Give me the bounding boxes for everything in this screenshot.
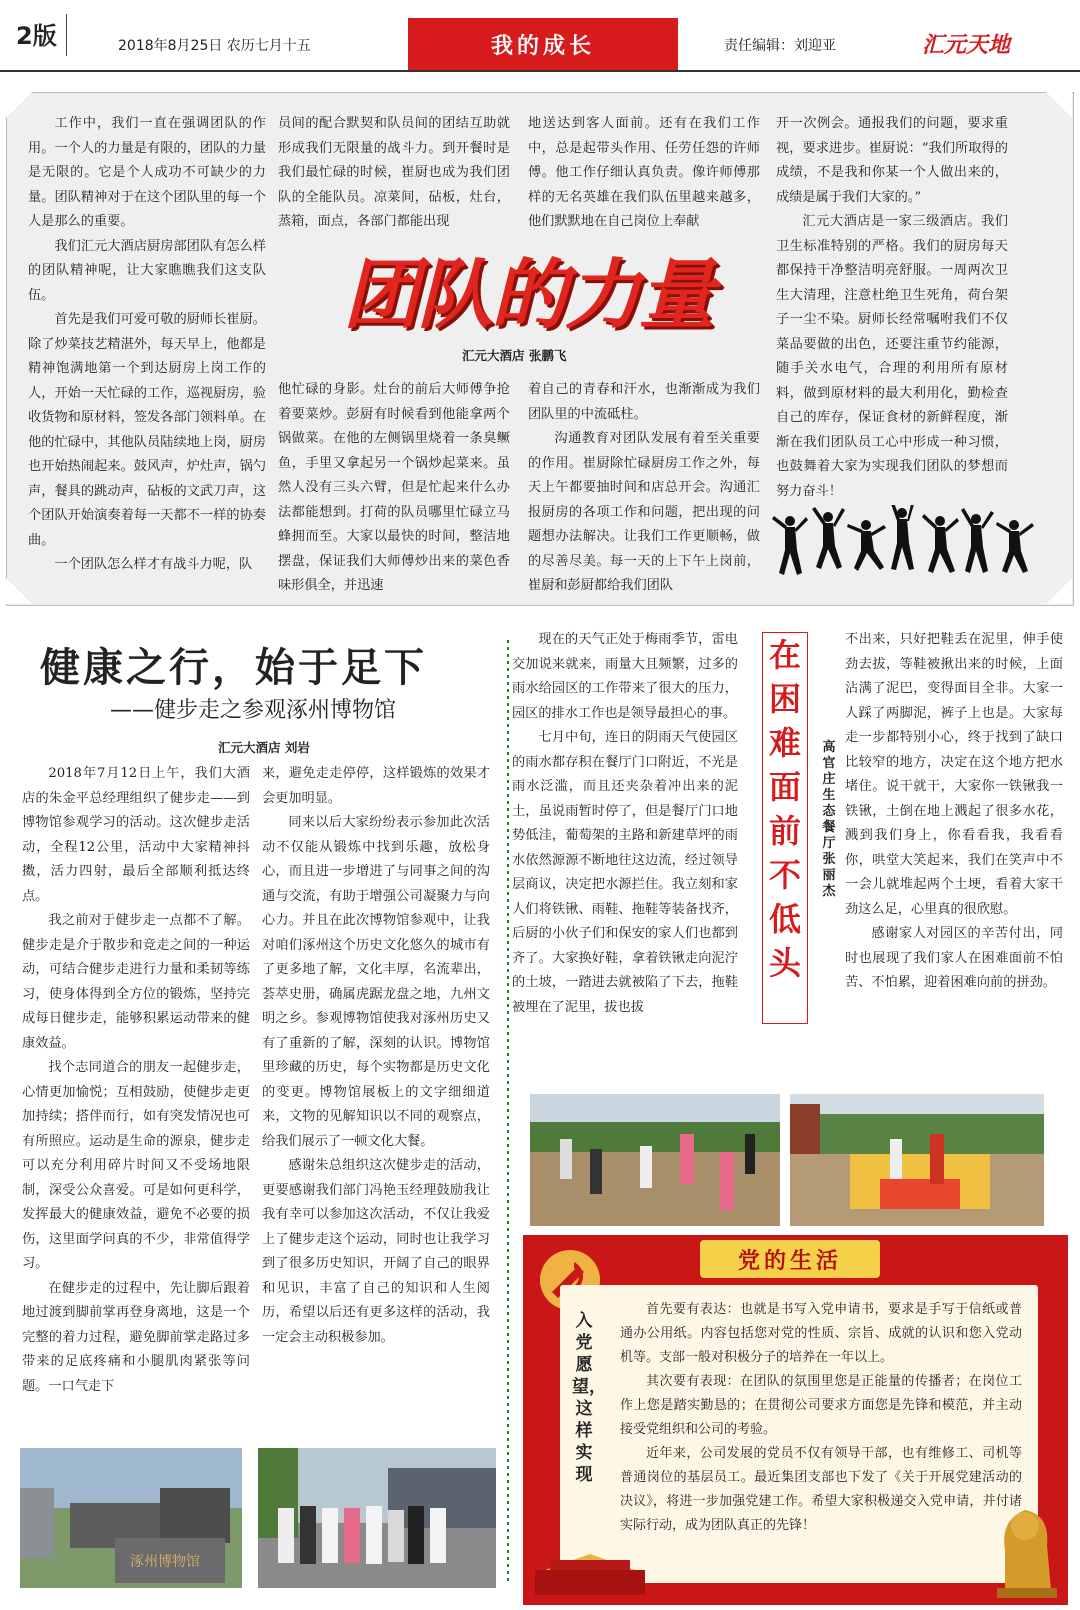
article-flood-col1 — [512, 628, 738, 1020]
paragraph: 找个志同道合的朋友一起健步走，心情更加愉悦；互相鼓励，使健步走更加持续；搭伴而行，如有突发情况也可有所照应。运动是生命的源泉，健步走可以充分利用碎片时间又不受场地限制，深受公众喜爱。可是如何更科学，发挥最大的健康效益，避免不必要的损伤，这里面学问真的不少，非常值得学习。 — [22, 1060, 250, 1271]
paragraph: 来，避免走走停停，这样锻炼的效果才会更加明显。 — [262, 766, 490, 806]
paragraph: 首先是我们可爱可敬的厨师长崔厨。除了炒菜技艺精湛外，每天早上，他都是精神饱满地第一个到达厨房上岗工作的人，开始一天忙碌的工作，巡视厨房，验收货物和原材料，签发各部门领料单。在他的忙碌中，其他队员陆续地上岗，厨房也开始热闹起来。鼓风声，炉灶声，锅勺声，餐具的跳动声，砧板的文武刀声，这个团队开始演奏着每一天都不一样的协奏曲。 — [28, 312, 266, 548]
article-team-col2-bottom — [278, 378, 510, 599]
paragraph: 感谢家人对园区的辛苦付出，同时也展现了我们家人在困难面前不怕苦、不怕累，迎着困难向前的拼劲。 — [845, 926, 1063, 990]
stone-lion-icon — [985, 1490, 1063, 1600]
paragraph: 其次要有表现：在团队的氛围里您是正能量的传播者；在岗位工作上您是踏实勤恳的；在贯彻公司要求方面您是先锋和模范，并主动接受党组织和公司的考验。 — [620, 1374, 1022, 1437]
paragraph: 我们汇元大酒店厨房部团队有怎么样的团队精神呢，让大家瞧瞧我们这支队伍。 — [28, 238, 266, 303]
paragraph: 地送达到客人面前。还有在我们工作中，总是起带头作用、任劳任怨的许师傅。他工作仔细认真负责。像许师傅那样的无名英雄在我们队伍里越来越多，他们默默地在自己岗位上奉献 — [528, 116, 760, 229]
article-team-byline: 汇元大酒店 张鹏飞 — [462, 348, 567, 363]
flood-work-photo-2 — [790, 1094, 1044, 1226]
paragraph: 近年来，公司发展的党员不仅有领导干部，也有维修工、司机等普通岗位的基层员工。最近集团支部也下发了《关于开展党建活动的决议》，将进一步加强党建工作。希望大家积极递交入党申请，并付诸实际行动，成为团队真正的先锋！ — [620, 1446, 1022, 1533]
column-divider — [507, 640, 509, 1585]
paragraph: 在健步走的过程中，先让脚后跟着地过渡到脚前掌再登身离地，这是一个完整的着力过程，避免脚前掌走路过多带来的足底疼痛和小腿肌肉紧张等问题。一口气走下 — [22, 1280, 250, 1394]
article-flood-col2 — [845, 628, 1063, 996]
paragraph: 汇元大酒店是一家三级酒店。我们卫生标准特别的严格。我们的厨房每天都保持干净整洁明亮舒服。一周两次卫生大清理，注意杜绝卫生死角，荷台架子一尘不染。厨师长经常嘱咐我们不仅菜品要做的出色，还要注重节约能源，随手关水电气，合理的利用所有原材料，做到原材料的最大利用化，勤检查自己的库存，保证食材的新鲜程度，渐渐在我们团队员工心中形成一种习惯，也鼓舞着大家为实现我们团队的梦想而努力奋斗！ — [776, 214, 1008, 499]
party-life-text — [620, 1298, 1022, 1538]
edition-number: 2版 — [16, 22, 57, 50]
paragraph: 着自己的青春和汗水，也渐渐成为我们团队里的中流砥柱。 — [528, 382, 760, 422]
article-walk-byline: 汇元大酒店 刘岩 — [218, 740, 310, 755]
article-flood-byline: 高官庄生态餐厅 张丽杰 — [822, 740, 836, 899]
article-team-col4 — [776, 112, 1008, 504]
article-walk-title: 健康之行，始于足下 — [40, 644, 427, 691]
museum-sign-text: 涿州博物馆 — [130, 1554, 200, 1570]
paragraph: 七月中旬，连日的阴雨天气使园区的雨水都存积在餐厅门口附近，不光是雨水泛滥，而且还夹杂着冲出来的泥土，虽说雨暂时停了，但是餐厅门口地势低洼，葡萄架的主路和新建草坪的雨水依然源源不断地往这边流，经过领导层商议，决定把水源拦住。我立刻和家人们将铁锹、雨鞋、拖鞋等装备找齐，后厨的小伙子们和保安的家人们也都到齐了。大家换好鞋，拿着铁锹走向泥泞的土坡，一踏进去就被陷了下去，拖鞋被埋在了泥里，拔也拔 — [512, 730, 738, 1015]
article-flood-title: 在困难面前不低头 — [762, 632, 808, 1024]
paragraph: 不出来，只好把鞋丢在泥里，伸手使劲去拔，等鞋被揪出来的时候，上面沾满了泥巴，变得面目全非。大家一人踩了两脚泥，裤子上也是。大家每走一步都特别小心，终于找到了缺口比较窄的地方，决定在这个地方把水堵住。说干就干，大家你一铁锹我一铁锹，土倒在地上溅起了很多水花，溅到我们身上，你看看我，我看看你，哄堂大笑起来，我们在笑声中不一会儿就堆起两个土埂，看着大家干劲这么足，心里真的很欣慰。 — [845, 632, 1063, 917]
article-walk-subtitle: ——健步走之参观涿州博物馆 — [110, 698, 397, 723]
paragraph: 沟通教育对团队发展有着至关重要的作用。崔厨除忙碌厨房工作之外，每天上午都要抽时间和店总开会。沟通汇报厨房的各项工作和问题，把出现的问题想办法解决。让我们工作更顺畅，做的尽善尽美。每一天的上下午上岗前，崔厨和彭厨都给我们团队 — [528, 431, 760, 593]
issue-date: 2018年8月25日 农历七月十五 — [118, 38, 311, 54]
paragraph: 2018年7月12日上午，我们大酒店的朱金平总经理组织了健步走——到博物馆参观学习的活动。这次健步走活动，全程12公里，活动中大家精神抖擞，活力四射，最后全部顺利抵达终点。 — [22, 766, 250, 904]
flood-work-photo-1 — [530, 1094, 780, 1226]
corner-cut — [1046, 578, 1072, 604]
masthead-logo: 汇元天地 — [922, 32, 1011, 58]
jumping-people-silhouette — [770, 505, 1055, 580]
party-life-title: 党的生活 — [700, 1240, 880, 1278]
article-walk-col2 — [262, 762, 490, 1350]
party-life-side-title: 入党愿望，这样实现 — [572, 1311, 606, 1485]
tiananmen-icon — [530, 1540, 650, 1600]
group-photo — [258, 1448, 496, 1588]
paragraph: 员间的配合默契和队员间的团结互助就形成我们无限量的战斗力。到开餐时是我们最忙碌的时候，崔厨也成为我们团队的全能队员。凉菜间，砧板，灶台，蒸箱，面点，各部门都能出现 — [278, 116, 510, 229]
header-rule — [0, 70, 1080, 72]
paragraph: 现在的天气正处于梅雨季节，雷电交加说来就来，雨量大且频繁，过多的雨水给园区的工作带来了很大的压力，园区的排水工作也是领导最担心的事。 — [512, 632, 738, 721]
paragraph: 感谢朱总组织这次健步走的活动，更要感谢我们部门冯艳玉经理鼓励我让我有幸可以参加这次活动，不仅让我爱上了健步走这个运动，同时也让我学习到了很多历史知识，开阔了自己的眼界和见识，丰富了自己的知识和人生阅历，希望以后还有更多这样的活动，我一定会主动积极参加。 — [262, 1158, 490, 1345]
museum-photo — [20, 1448, 242, 1588]
article-walk-col1 — [22, 762, 250, 1399]
corner-cut — [1046, 92, 1072, 118]
paragraph: 他忙碌的身影。灶台的前后大师傅争抢着要菜炒。彭厨有时候看到他能拿两个锅做菜。在他的左侧锅里烧着一条臭鳜鱼，手里又拿起另一个锅炒起菜来。虽然人没有三头六臂，但是忙起来什么办法都能想到。打荷的队员哪里忙碌立马蜂拥而至。大家以最快的时间，整洁地摆盘，保证我们大师傅炒出来的菜色香味形俱全，并迅速 — [278, 382, 510, 593]
paragraph: 首先要有表达：也就是书写入党申请书，要求是手写于信纸或普通办公用纸。内容包括您对党的性质、宗旨、成就的认识和您入党动机等。支部一般对积极分子的培养在一年以上。 — [620, 1302, 1022, 1365]
article-team-title: 团队的力量 — [343, 250, 713, 339]
article-team-col3-bottom — [528, 378, 760, 599]
section-title: 我的成长 — [408, 18, 678, 70]
divider — [66, 14, 67, 56]
article-team-col2-top — [278, 112, 510, 235]
paragraph: 工作中，我们一直在强调团队的作用。一个人的力量是有限的，团队的力量是无限的。它是个人成功不可缺少的力量。团队精神对于在这个团队里的每一个人是那么的重要。 — [28, 116, 266, 229]
paragraph: 一个团队怎么样才有战斗力呢，队 — [54, 557, 253, 572]
article-team-col3-top — [528, 112, 760, 235]
article-team-col1 — [28, 112, 266, 578]
paragraph: 我之前对于健步走一点都不了解。健步走是介于散步和竞走之间的一种运动，可结合健步走进行力量和柔韧等练习，使身体得到全方位的锻炼，坚持完成每日健步走，能够积累运动带来的健康效益。 — [22, 913, 250, 1051]
editor-credit: 责任编辑：刘迎亚 — [724, 38, 836, 54]
paragraph: 同来以后大家纷纷表示参加此次活动不仅能从锻炼中找到乐趣，放松身心，而且进一步增进了与同事之间的沟通与交流，有助于增强公司凝聚力与向心力。并且在此次博物馆参观中，让我对咱们涿州这个历史文化悠久的城市有了更多地了解，文化丰厚，名流辈出，荟萃史册，确属虎踞龙盘之地，九州文明之乡。参观博物馆使我对涿州历史又有了重新的了解，深刻的认识。博物馆里珍藏的历史，每个实物都是历史文化的变更。博物馆展板上的文字细细道来，文物的见解知识以不同的观察点，给我们展示了一顿文化大餐。 — [262, 815, 490, 1149]
paragraph: 开一次例会。通报我们的问题，要求重视，要求进步。崔厨说：“我们所取得的成绩，不是我和你某一个人做出来的，成绩是属于我们大家的。” — [776, 116, 1008, 205]
corner-cut — [6, 578, 32, 604]
